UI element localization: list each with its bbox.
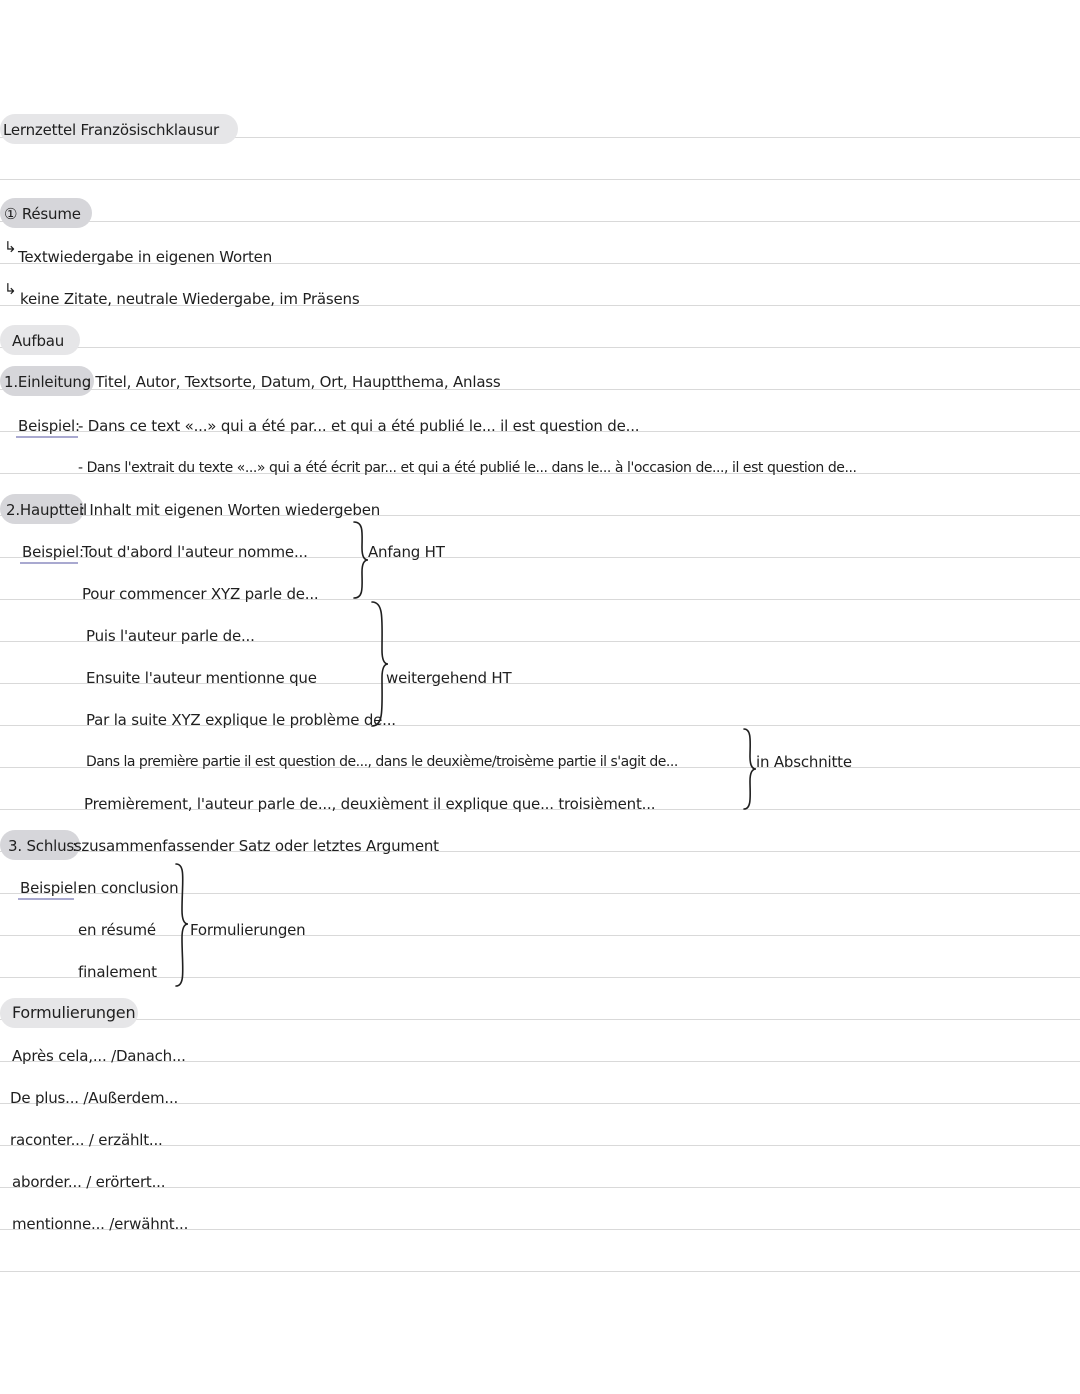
schluss-line-1: en conclusion [78,879,179,897]
schluss-label: 3. Schluss [8,837,82,855]
beispiel-underline [20,562,78,564]
einleitung-example-1: - Dans ce text «...» qui a été par... et qui a été publié le... il est question de... [78,417,640,435]
formulierung-item-4: aborder... / erörtert... [12,1173,166,1191]
hauptteil-line-6: Dans la première partie il est question de..., dans le deuxième/troisème partie il s'agit de... [86,754,678,770]
group-weitergehend-ht: weitergehend HT [386,669,512,687]
hauptteil-line-2: Pour commencer XYZ parle de... [82,585,319,603]
hauptteil-label: 2.Hauptteil [6,501,87,519]
formulierung-item-5: mentionne... /erwähnt... [12,1215,189,1233]
group-in-abschnitte: in Abschnitte [756,753,852,771]
schluss-line-2: en résumé [78,921,156,939]
arrow-icon: ↳ [4,238,17,256]
schluss-line-3: finalement [78,963,157,981]
hauptteil-line-1: Tout d'abord l'auteur nomme... [82,543,308,561]
beispiel-underline [18,898,74,900]
group-formulierungen: Formulierungen [190,921,306,939]
formulierung-item-2: De plus... /Außerdem... [10,1089,179,1107]
einleitung-example-2: - Dans l'extrait du texte «...» qui a été écrit par... et qui a été publié le... dans le... à l'occasion de..., il est question de... [78,460,857,476]
einleitung-beispiel-label: Beispiel: [18,417,80,435]
beispiel-underline [16,436,78,438]
hauptteil-line-3: Puis l'auteur parle de... [86,627,255,645]
aufbau-heading: Aufbau [12,332,65,350]
einleitung-text: : Titel, Autor, Textsorte, Datum, Ort, Hauptthema, Anlass [86,373,501,391]
hauptteil-line-5: Par la suite XYZ explique le problème de... [86,711,396,729]
arrow-icon: ↳ [4,280,17,298]
resume-point-1: Textwiedergabe in eigenen Worten [18,248,272,266]
schluss-text: : zusammenfassender Satz oder letztes Argument [72,837,439,855]
hauptteil-beispiel-label: Beispiel: [22,543,84,561]
formulierung-item-1: Après cela,... /Danach... [12,1047,186,1065]
hauptteil-line-4: Ensuite l'auteur mentionne que [86,669,317,687]
hauptteil-line-7: Premièrement, l'auteur parle de..., deuxièment il explique que... troisièment... [84,795,656,813]
einleitung-label: 1.Einleitung [4,373,92,391]
schluss-beispiel-label: Beispiel: [20,879,82,897]
formulierung-item-3: raconter... / erzählt... [10,1131,163,1149]
brace-weitergehend [370,600,390,728]
resume-heading: ① Résume [4,205,81,223]
group-anfang-ht: Anfang HT [368,543,445,561]
hauptteil-text: : Inhalt mit eigenen Worten wiedergeben [80,501,381,519]
formulierungen-heading: Formulierungen [12,1003,136,1022]
resume-point-2: keine Zitate, neutrale Wiedergabe, im Präsens [20,290,360,308]
page-title: Lernzettel Französischklausur [3,121,220,139]
